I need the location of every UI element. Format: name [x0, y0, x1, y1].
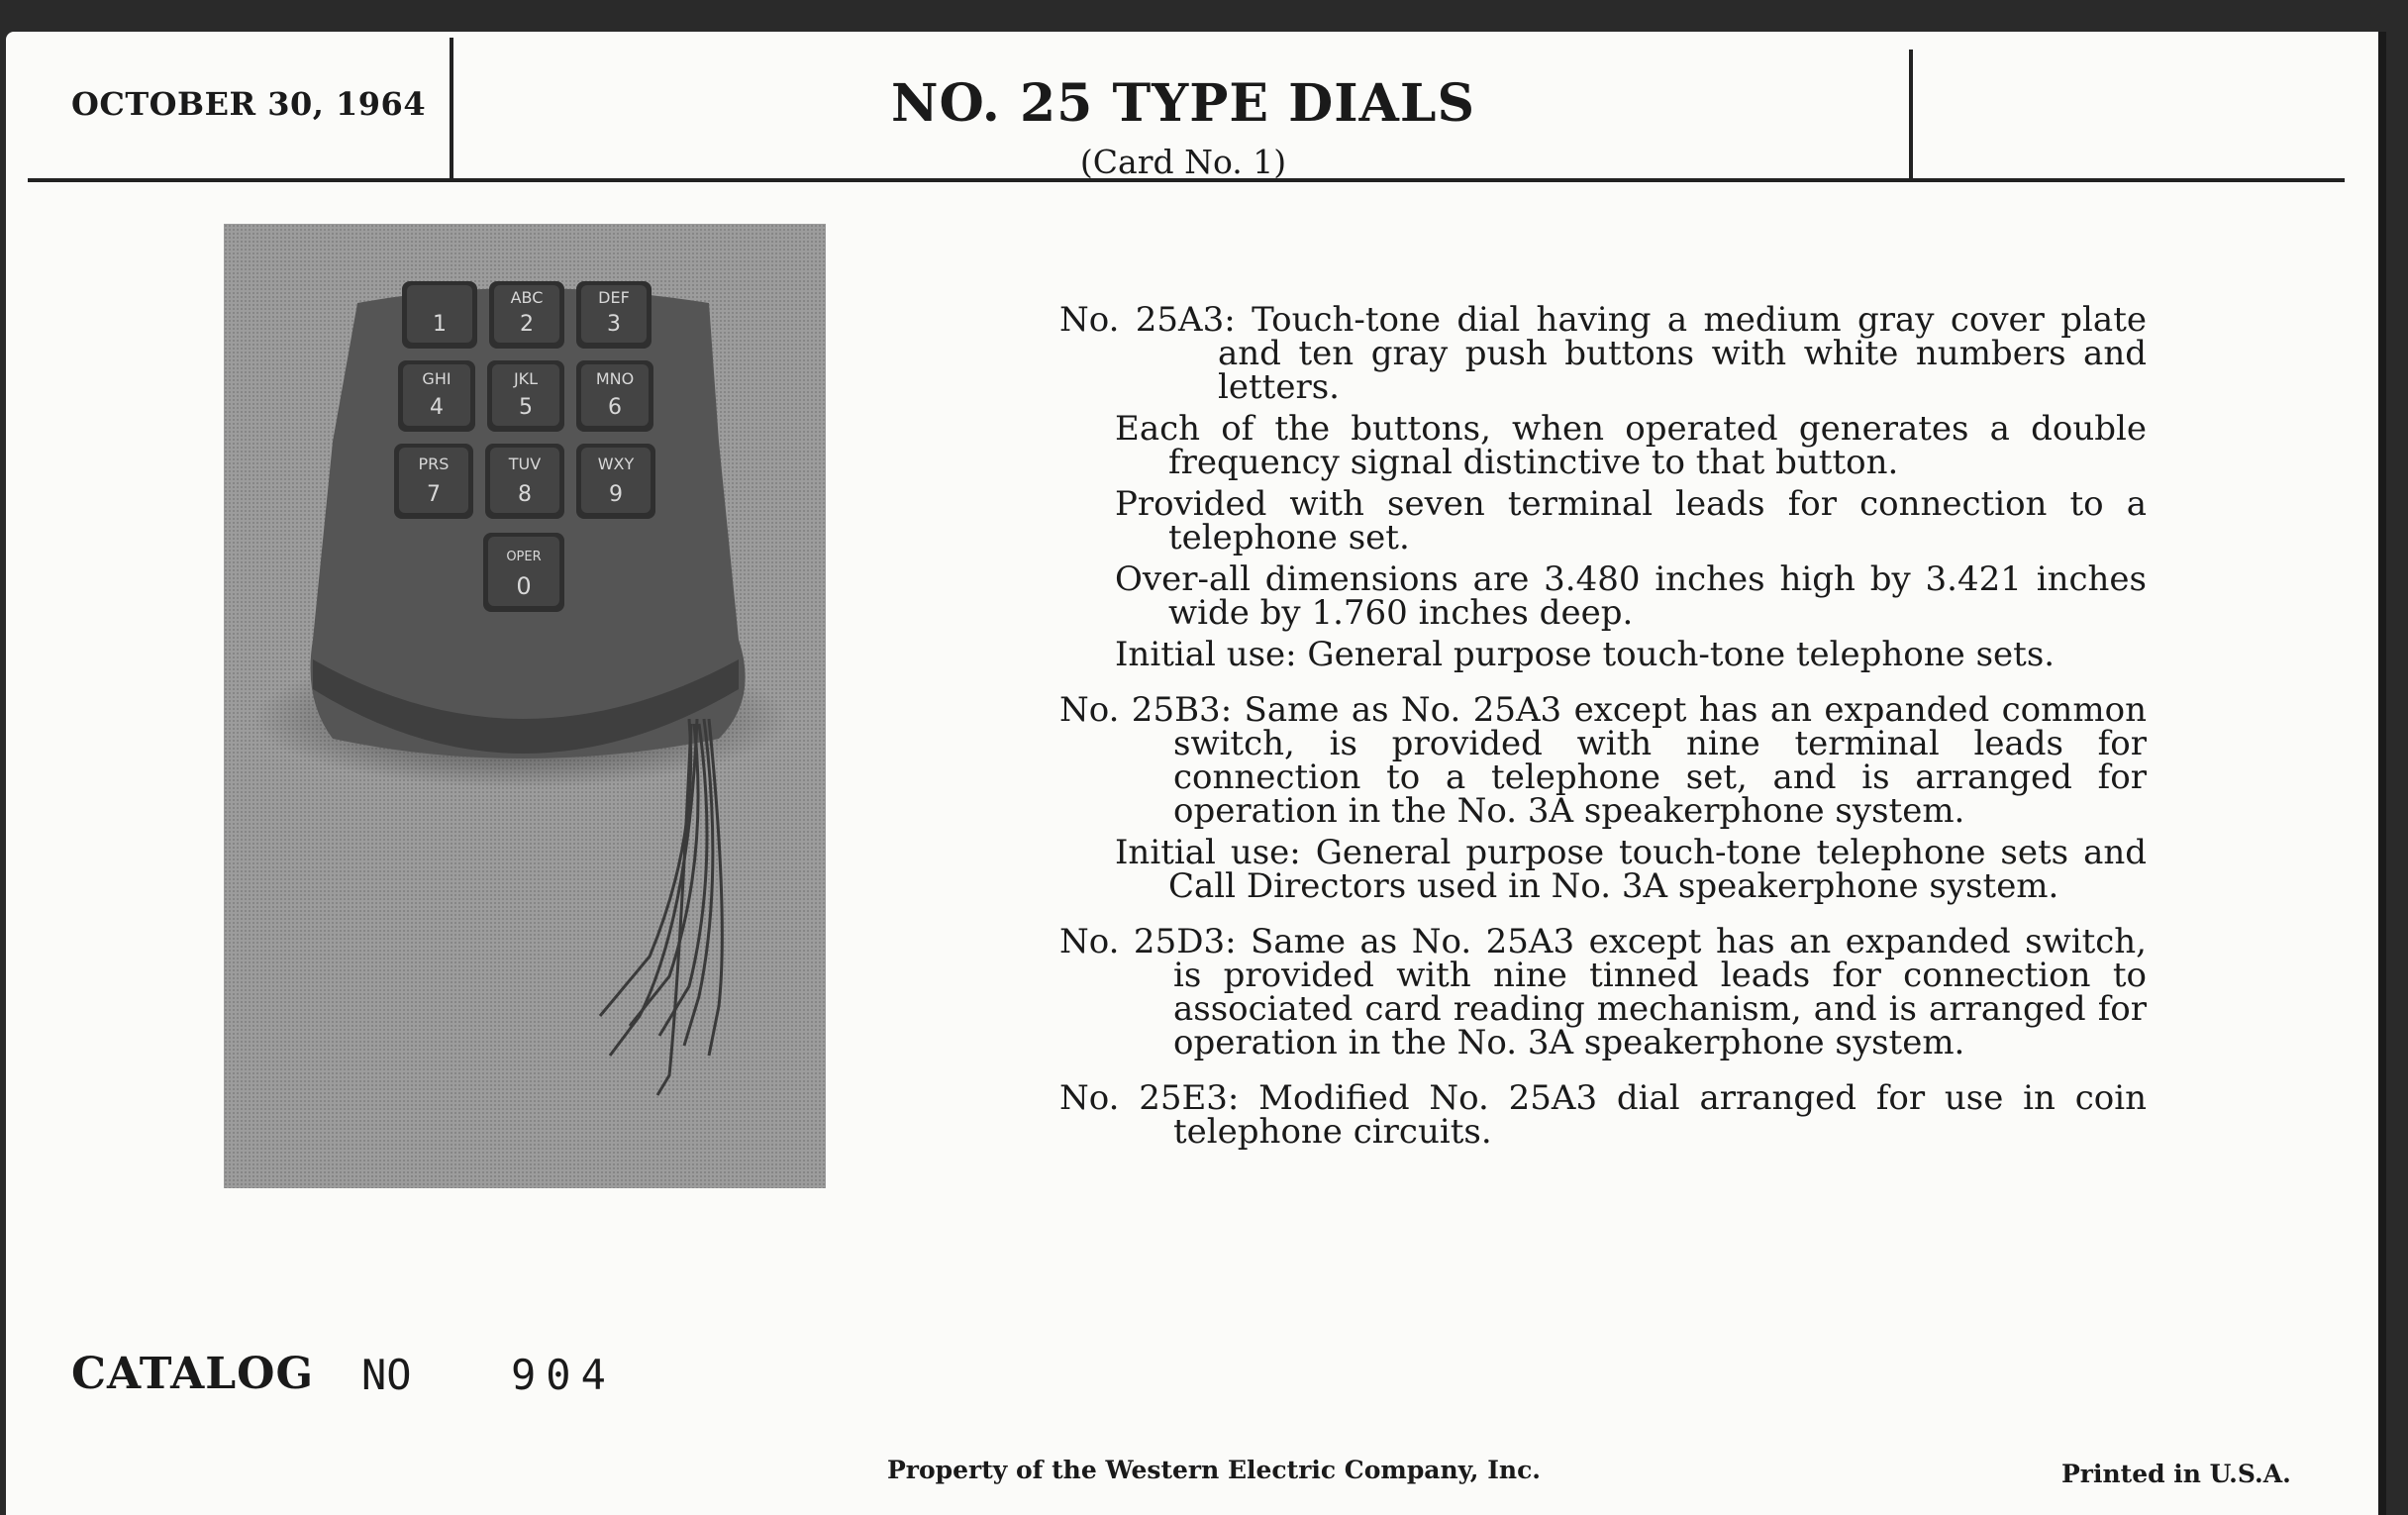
card-date: OCTOBER 30, 1964: [71, 85, 427, 123]
card-right-edge: [2378, 32, 2386, 1515]
key-1-digit: 1: [433, 312, 447, 337]
key-8-letters: TUV: [508, 454, 542, 473]
catalog-no-label: NO: [361, 1351, 412, 1399]
spec-25b3-description: No. 25B3: Same as No. 25A3 except has an expanded common switch, is provided with nine terminal leads for connection to a telephone set, and is arranged for operation in the No. 3A speakerphone system.: [1059, 690, 2147, 831]
spec-list: [1059, 300, 2147, 1170]
key-3-digit: 3: [607, 312, 621, 337]
key-6-letters: MNO: [595, 369, 635, 388]
spec-entry-25b3: [1059, 690, 2147, 906]
spec-25a3-initial-use: Initial use: General purpose touch-tone telephone sets.: [1115, 635, 2056, 674]
header-divider-left: [450, 38, 453, 178]
spec-25d3-description: No. 25D3: Same as No. 25A3 except has an expanded switch, is provided with nine tinned leads for connection to associated card reading mechanism, and is arranged for operation in the No. 3A speakerphone system.: [1059, 922, 2147, 1062]
spec-entry-25e3: [1059, 1078, 2147, 1152]
key-5-letters: JKL: [513, 369, 539, 388]
property-notice: Property of the Western Electric Company, Inc.: [887, 1456, 1542, 1484]
catalog-label: CATALOG: [71, 1349, 315, 1399]
key-8-digit: 8: [518, 482, 532, 507]
printed-notice: Printed in U.S.A.: [2061, 1460, 2291, 1488]
key-2-digit: 2: [520, 312, 534, 337]
key-4-letters: GHI: [422, 369, 452, 388]
spec-entry-25a3: [1059, 300, 2147, 674]
dial-photo: [224, 224, 826, 1188]
key-4-digit: 4: [430, 395, 444, 420]
spec-25a3-buttons: Each of the buttons, when operated generates a double frequency signal distinctive to that button.: [1115, 409, 2147, 482]
spec-25a3-dimensions: Over-all dimensions are 3.480 inches high by 3.421 inches wide by 1.760 inches deep.: [1115, 559, 2147, 633]
key-7-digit: 7: [427, 482, 441, 507]
key-0-letters: OPER: [506, 550, 542, 564]
key-5-digit: 5: [519, 395, 533, 420]
key-7-letters: PRS: [418, 454, 450, 473]
key-9-letters: WXY: [597, 454, 635, 473]
key-2-letters: ABC: [510, 288, 544, 307]
spec-25e3-description: No. 25E3: Modified No. 25A3 dial arranged for use in coin telephone circuits.: [1059, 1078, 2147, 1152]
touch-tone-dial-illustration: [224, 224, 826, 1188]
card-subtitle: (Card No. 1): [1079, 143, 1287, 181]
catalog-number: 904: [511, 1351, 616, 1399]
spec-25a3-description: No. 25A3: Touch-tone dial having a medium gray cover plate and ten gray push buttons with white numbers and letters.: [1059, 300, 2147, 407]
spec-25a3-leads: Provided with seven terminal leads for connection to a telephone set.: [1115, 484, 2147, 557]
key-0-digit: 0: [516, 572, 532, 600]
key-3-letters: DEF: [598, 288, 630, 307]
card-title: NO. 25 TYPE DIALS: [891, 73, 1475, 134]
spec-entry-25d3: [1059, 922, 2147, 1062]
key-9-digit: 9: [609, 482, 623, 507]
spec-25b3-initial-use: Initial use: General purpose touch-tone telephone sets and Call Directors used in No. 3A speakerphone system.: [1115, 833, 2147, 906]
key-6-digit: 6: [608, 395, 622, 420]
